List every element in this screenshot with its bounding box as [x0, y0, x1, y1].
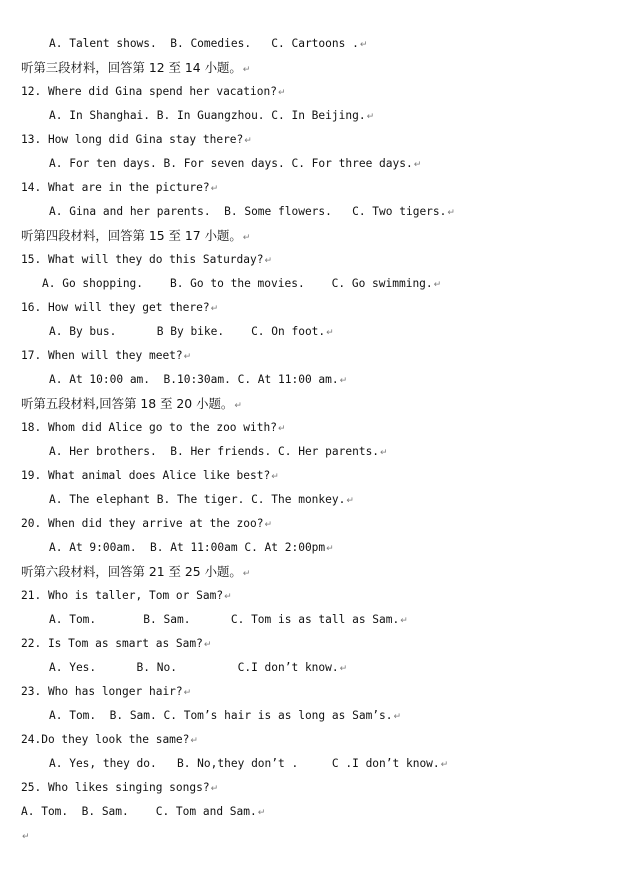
- question-line: 25. Who likes singing songs?↵: [21, 781, 219, 794]
- option-line: A. Her brothers. B. Her friends. C. Her parents.↵: [49, 445, 388, 458]
- section-heading: 听第五段材料,回答第 18 至 20 小题。↵: [21, 396, 242, 411]
- option-line: A. Go shopping. B. Go to the movies. C. Go swimming.↵: [42, 277, 442, 290]
- question-line: 14. What are in the picture?↵: [21, 181, 219, 194]
- question-line: 16. How will they get there?↵: [21, 301, 219, 314]
- question-line: 17. When will they meet?↵: [21, 349, 192, 362]
- question-line: 24.Do they look the same?↵: [21, 733, 198, 746]
- question-line: 22. Is Tom as smart as Sam?↵: [21, 637, 212, 650]
- option-line: A. The elephant B. The tiger. C. The monkey.↵: [49, 493, 354, 506]
- question-line: 21. Who is taller, Tom or Sam?↵: [21, 589, 232, 602]
- option-line: A. Tom. B. Sam. C. Tom is as tall as Sam.↵: [49, 613, 408, 626]
- option-line: A. Tom. B. Sam. C. Tom’s hair is as long as Sam’s.↵: [49, 709, 402, 722]
- option-line: A. By bus. B By bike. C. On foot.↵: [49, 325, 334, 338]
- section-heading: 听第六段材料，回答第 21 至 25 小题。↵: [21, 564, 251, 579]
- option-line: A. Tom. B. Sam. C. Tom and Sam.↵: [21, 805, 266, 818]
- option-line: A. Yes, they do. B. No,they don’t . C .I don’t know.↵: [49, 757, 449, 770]
- question-line: 23. Who has longer hair?↵: [21, 685, 192, 698]
- question-line: 13. How long did Gina stay there?↵: [21, 133, 252, 146]
- question-line: 19. What animal does Alice like best?↵: [21, 469, 279, 482]
- question-line: 15. What will they do this Saturday?↵: [21, 253, 273, 266]
- section-heading: 听第四段材料，回答第 15 至 17 小题。↵: [21, 228, 251, 243]
- option-line: A. At 9:00am. B. At 11:00am C. At 2:00pm↵: [49, 541, 334, 554]
- empty-paragraph-mark: ↵: [22, 832, 30, 842]
- question-line: 18. Whom did Alice go to the zoo with?↵: [21, 421, 286, 434]
- question-line: 20. When did they arrive at the zoo?↵: [21, 517, 273, 530]
- question-line: 12. Where did Gina spend her vacation?↵: [21, 85, 286, 98]
- option-line: A. At 10:00 am. B.10:30am. C. At 11:00 am.↵: [49, 373, 348, 386]
- option-line: A. Gina and her parents. B. Some flowers. C. Two tigers.↵: [49, 205, 455, 218]
- option-line: A. Yes. B. No. C.I don’t know.↵: [49, 661, 348, 674]
- option-line: A. In Shanghai. B. In Guangzhou. C. In Beijing.↵: [49, 109, 375, 122]
- option-line: A. Talent shows. B. Comedies. C. Cartoons .↵: [49, 37, 368, 50]
- option-line: A. For ten days. B. For seven days. C. For three days.↵: [49, 157, 422, 170]
- section-heading: 听第三段材料，回答第 12 至 14 小题。↵: [21, 60, 251, 75]
